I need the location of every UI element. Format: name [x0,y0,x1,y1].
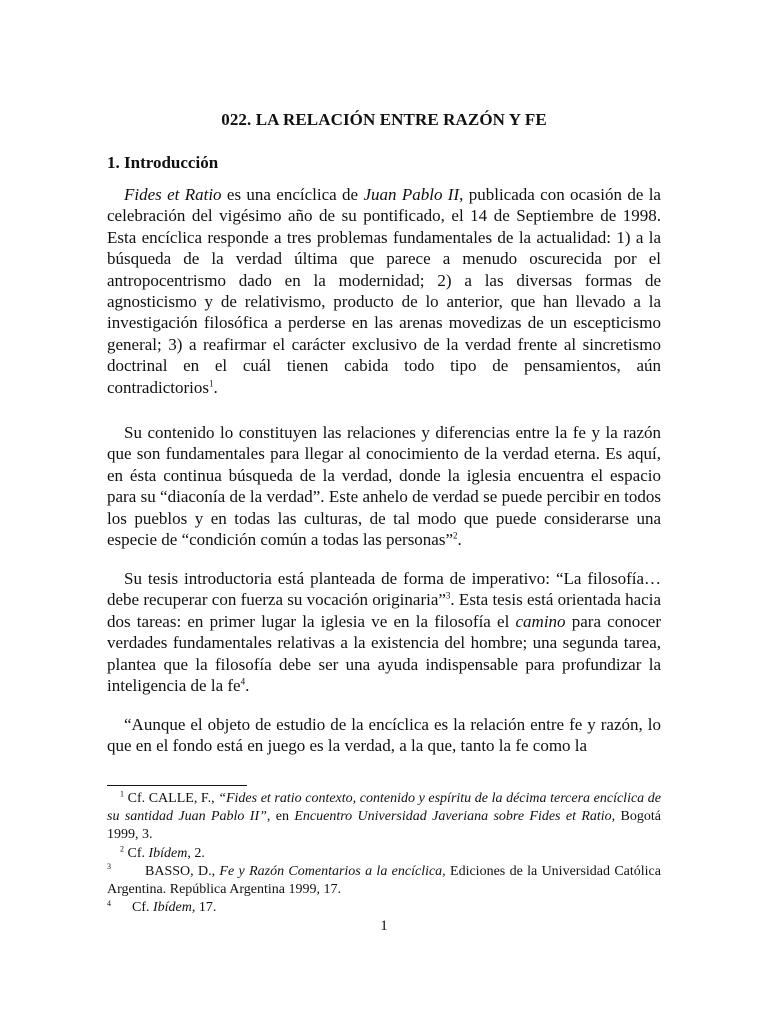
footnote-ref[interactable]: 1 [208,378,214,388]
paragraph-4 [107,714,661,757]
footnote-ref[interactable]: 4 [240,676,246,687]
italic-text: “Fides et ratio contexto, contenido y espíritu de la décima tercera encíclica de su santidad Juan Pablo II” [107,791,661,825]
paragraph-text: , publicada con ocasión de la celebración del vigésimo año de su pontificado, el 14 de Septiembre de 1998. Esta encíclica responde a tres problemas fundamentales de la actualidad: 1) a la búsqueda de la verdad última que parece a menudo oscurecida por el antropocentrismo dado en la modernidad; 2) a las diversas formas de agnosticismo y de relativismo, producto de lo anterior, que han llevado a la investigación filosófica a perderse en las arenas movedizas de un escepticismo general; 3) a reafirmar el carácter exclusivo de la verdad frente al sincretismo doctrinal en el cuál tienen cabida todo tipo de pensamientos, aún contradictorios [107,185,661,397]
paragraph-text: . Esta tesis está orientada hacia dos tareas: en primer lugar la iglesia ve en la filosofía el [107,590,661,631]
footnote-separator [107,785,247,786]
paragraph-3 [107,568,661,696]
italic-text: Fides et Ratio [124,185,222,204]
footnote-text: , Bogotá 1999, 3. [107,809,661,843]
italic-text: Fe y Razón Comentarios a la encíclica, [219,863,446,879]
document-title: 022. LA RELACIÓN ENTRE RAZÓN Y FE [221,110,547,129]
italic-text: Encuentro Universidad Javeriana sobre Fides et Ratio [294,809,612,825]
paragraph-text: “Aunque el objeto de estudio de la encíclica es la relación entre fe y razón, lo que en el fondo está en juego es la verdad, a la que, tanto la fe como la [107,715,661,756]
paragraph-2 [107,422,661,550]
paragraph-text: para conocer verdades fundamentales relativas a la existencia del hombre; una segunda tarea, plantea que la filosofía debe ser una ayuda indispensable para profundizar la inteligencia de la fe [107,611,661,696]
paragraph-text: . [213,377,218,397]
footnote-text: BASSO, D., [145,863,220,879]
italic-text: Ibídem [153,900,192,916]
footnote-ref[interactable]: 2 [453,530,458,541]
paragraph-text: Su contenido lo constituyen las relaciones y diferencias entre la fe y la razón que son fundamentales para llegar al conocimiento de la verdad eterna. Es aquí, en ésta continua búsqueda de la verdad, donde la iglesia encuentra el espacio para su “diaconía de la verdad”. Este anhelo de verdad se puede percibir en todos los pueblos y en todas las culturas, de tal modo que puede considerarse una especie de “condición común a todas las personas” [107,423,661,550]
footnotes [107,790,661,917]
paragraph-text: Su tesis introductoria está planteada de forma de imperativo: “La filosofía… debe recuperar con fuerza su vocación originaria” [107,569,661,610]
footnote-text: , en [266,809,295,825]
footnote-4: 4 Cf. Ibídem, 17. [107,898,217,916]
footnote-text: Cf. CALLE, F., [124,791,219,806]
footnote-mark: 2 [120,843,124,853]
footnote-text: Cf. [124,845,149,861]
section-heading: 1. Introducción [107,153,219,172]
paragraph-1 [107,184,661,398]
footnote-mark: 1 [120,789,124,799]
italic-text: Juan Pablo II [363,185,460,204]
italic-text: camino [515,611,566,631]
footnote-text: , 2. [187,845,205,861]
paragraph-text: . [457,530,462,550]
footnote-ref[interactable]: 3 [445,590,451,601]
page-number: 1 [380,918,388,934]
footnote-2 [107,845,661,863]
paragraph-text: . [245,676,250,696]
footnote-1 [107,790,661,845]
paragraph-text: es una encíclica de [221,185,364,204]
footnote-3: 3 BASSO, D., Fe y Razón Comentarios a la encíclica, Ediciones de la Universidad Católica Argentina. República Argentina 1999, 17. [107,862,661,898]
footnote-text: Cf. [132,900,153,916]
footnote-text: Ediciones de la Universidad Católica Argentina. República Argentina 1999, 17. [107,863,661,898]
footnote-text: , 17. [191,900,217,916]
italic-text: Ibídem [148,845,188,861]
